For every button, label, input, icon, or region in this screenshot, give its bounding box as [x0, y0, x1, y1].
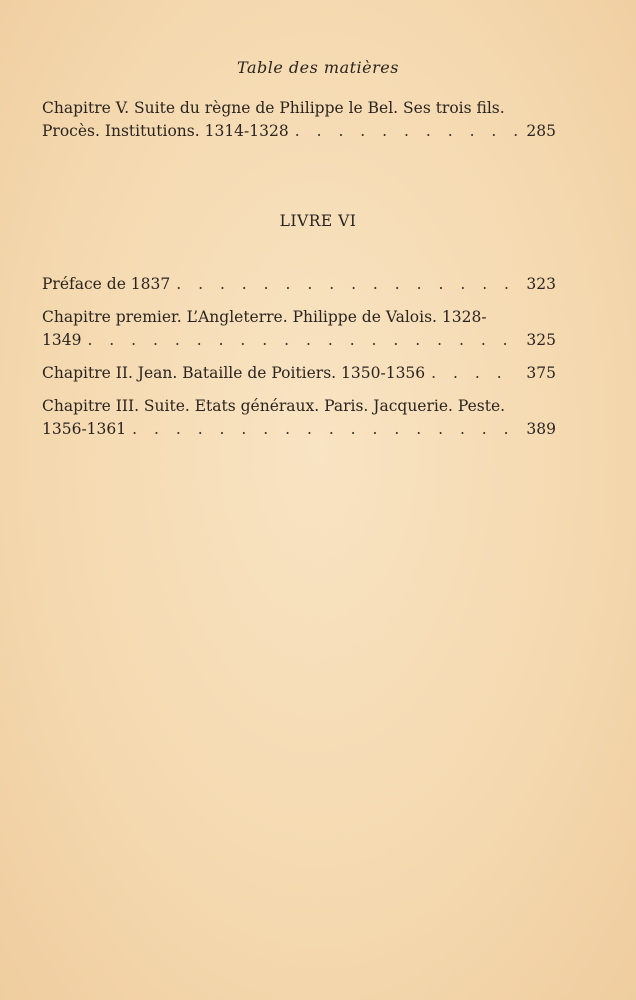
- toc-entry-text: Chapitre premier. L’Angleterre. Philippe de Valois. 1328-: [42, 308, 487, 326]
- dot-leader: [295, 120, 521, 143]
- page-number: 323: [526, 275, 556, 293]
- toc-entry-chapitre-premier: [42, 306, 556, 352]
- toc-entry-text: 1349: [42, 331, 82, 349]
- page-number: 285: [526, 122, 556, 140]
- toc-entry-text: Procès. Institutions. 1314-1328: [42, 122, 289, 140]
- toc-entry-line: [42, 306, 556, 329]
- dot-leader: [87, 329, 520, 352]
- toc-entry-line: [42, 418, 556, 441]
- toc-entry-line: [42, 120, 556, 143]
- toc-entry-text: Chapitre V. Suite du règne de Philippe le Bel. Ses trois fils.: [42, 99, 505, 117]
- toc-entry-preface: [42, 273, 556, 296]
- dot-leader: [176, 273, 520, 296]
- toc-entry-line: [42, 97, 556, 120]
- page-number: 375: [526, 364, 556, 382]
- running-head: Table des matières: [237, 58, 399, 77]
- toc-entry-chapter-v: [42, 97, 556, 143]
- toc-livre-vi-section: [42, 273, 556, 451]
- toc-entry-line: [42, 273, 556, 296]
- toc-entry-text: 1356-1361: [42, 420, 127, 438]
- toc-entry-text: Chapitre III. Suite. Etats généraux. Paris. Jacquerie. Peste.: [42, 397, 506, 415]
- page-number: 389: [526, 420, 556, 438]
- dot-leader: [132, 418, 520, 441]
- toc-entry-chapitre-ii: [42, 362, 556, 385]
- page-number: 325: [526, 331, 556, 349]
- toc-top-section: [42, 97, 556, 153]
- toc-entry-chapitre-iii: [42, 395, 556, 441]
- toc-entry-text: Préface de 1837: [42, 275, 171, 293]
- toc-entry-line: [42, 395, 556, 418]
- toc-entry-text: Chapitre II. Jean. Bataille de Poitiers. 1350-1356: [42, 364, 426, 382]
- section-title: LIVRE VI: [279, 212, 357, 230]
- dot-leader: [431, 362, 520, 385]
- toc-entry-line: [42, 329, 556, 352]
- toc-entry-line: [42, 362, 556, 385]
